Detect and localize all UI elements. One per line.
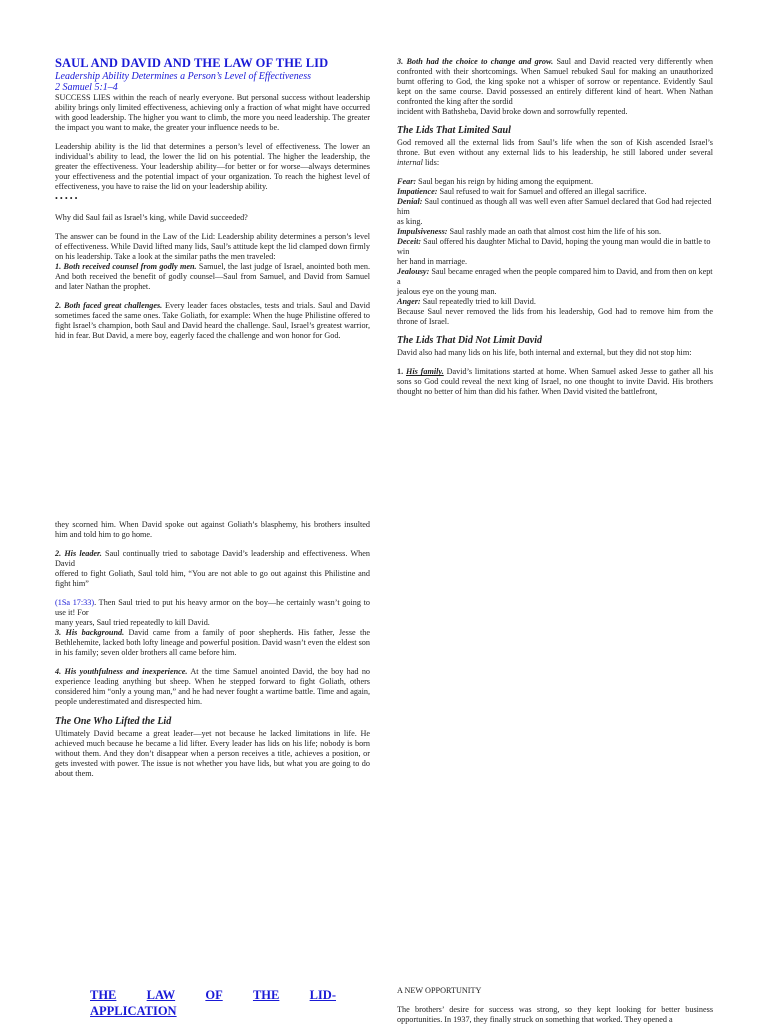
application-title-line-2: APPLICATION (90, 1004, 177, 1019)
saul-close: Because Saul never removed the lids from his leadership, God had to remove him from the throne of Israel. (397, 307, 713, 327)
family-continued: they scorned him. When David spoke out against Goliath’s blasphemy, his brothers insulted him and told him to go home. (55, 520, 370, 539)
lid-item: Anger: Saul repeatedly tried to kill David. (397, 297, 536, 307)
question-paragraph: Why did Saul fail as Israel’s king, while David succeeded? (55, 213, 248, 223)
saul-lids-heading: The Lids That Limited Saul (397, 125, 511, 136)
point-2-text: Every leader faces obstacles, tests and trials. Saul and David sometimes faced the same ones. Take Goliath, for example: When the huge Philistine offered to fight Israel’s champion, both Saul and David heard the challenge. Saul, Israel’s greatest warrior, hid in fear. But David, a mere boy, eagerly faced the challenge and won honor for God. (55, 301, 370, 341)
youth-label: 4. His youthfulness and inexperience. (55, 667, 188, 676)
article-title: SAUL AND DAVID AND THE LAW OF THE LID (55, 56, 329, 70)
david-lids-heading: The Lids That Did Not Limit David (397, 335, 542, 347)
application-title (90, 987, 336, 1020)
section-divider: • • • • • (55, 194, 78, 204)
david-background: 3. His background. David came from a family of poor shepherds. His father, Jesse the Bethlehemite, lacked both lofty lineage and powerful position. David wasn’t even the eldest son in his family; seven older brothers all came before him. (55, 628, 370, 657)
david-intro: David also had many lids on his life, both internal and external, but they did not stop him: (397, 348, 692, 358)
saul-lids-list (397, 177, 713, 307)
lid-item: Impulsiveness: Saul rashly made an oath that almost cost him the life of his son. (397, 227, 662, 237)
lid-item: jealous eye on the young man. (397, 287, 497, 297)
point-1-label: 1. Both received counsel from godly men. (55, 262, 197, 272)
answer-paragraph: The answer can be found in the Law of the Lid: Leadership ability determines a person’s level of effectiveness. While David lifted many lids, Saul’s attitude kept the lid clamped down firmly on his leadership. Take a look at the similar paths the men traveled: (55, 232, 370, 262)
lid-item: Deceit: Saul offered his daughter Michal to David, hoping the young man would die in battle to win (397, 237, 711, 257)
lid-lifter-paragraph: Ultimately David became a great leader—yet not because he lacked limitations in life. He achieved much because he became a lid lifter. Every leader has lids on his life; nobody is born without them. And they don’t disappear when a person receives a title, achieves a position, or gets invested with power. The issue is not whether you have lids, but what you are going to do about them. (55, 729, 370, 779)
point-1-text: Samuel, the last judge of Israel, anointed both men. And both received the benefit of godly counsel—Saul from Samuel, and David from Samuel and later Nathan the prophet. (55, 262, 370, 292)
david-youth: 4. His youthfulness and inexperience. At the time Samuel anointed David, the boy had no experience leading anything but sheep. When he stepped forward to fight Goliath, others considered him “only a young man,” and he had never fought a wartime battle. Time and again, people underestimated and disrespected him. (55, 667, 371, 706)
leader-label: 2. His leader. (55, 549, 102, 558)
point-1 (55, 262, 370, 292)
point-2-label: 2. Both faced great challenges. (55, 301, 163, 311)
opportunity-paragraph: The brothers’ desire for success was strong, so they kept looking for better business opportunities. In 1937, they finally struck on something that worked. They opened a (397, 1005, 713, 1024)
right-column-top (397, 57, 713, 397)
background-label: 3. His background. (55, 628, 125, 637)
lid-paragraph: Leadership ability is the lid that determines a person’s level of effectiveness. The lower an individual’s ability to lead, the lower the lid on his potential. The higher the leadership, the greater the effectiveness. Your leadership ability—for better or for worse—always determines your effectiveness and the potential impact of your organization. To reach the highest level of effectiveness, you have to raise the lid on your leadership ability. (55, 142, 370, 192)
article-subtitle: Leadership Ability Determines a Person’s Level of Effectiveness (55, 70, 311, 82)
opportunity-heading: A NEW OPPORTUNITY (397, 986, 482, 995)
lid-item: as king. (397, 217, 423, 227)
lid-lifter-heading: The One Who Lifted the Lid (55, 716, 172, 727)
david-family: 1. His family. David’s limitations started at home. When Samuel asked Jesse to gather all his sons so God could reveal the next king of Israel, no one thought to invite David. His brothers thought no better of him than did his father. When David visited the battlefront, (397, 367, 714, 397)
point-3 (397, 57, 713, 107)
lid-item: Impatience: Saul refused to wait for Samuel and offered an illegal sacrifice. (397, 187, 647, 197)
right-column-bottom (397, 986, 713, 1025)
leader-continued: offered to fight Goliath, Saul told him, “You are not able to go out against this Philistine and fight him” (55, 569, 370, 588)
armor-paragraph: (1Sa 17:33). Then Saul tried to put his heavy armor on the boy—he certainly wasn’t going to use it! For (55, 598, 370, 617)
family-label: His family. (405, 367, 444, 377)
lid-item: her hand in marriage. (397, 257, 468, 267)
point-3-continued: incident with Bathsheba, David broke down and sorrowfully repented. (397, 107, 628, 116)
left-column-top (55, 57, 370, 341)
point-3-label: 3. Both had the choice to change and grow. (397, 57, 554, 66)
internal-emphasis: internal (397, 158, 423, 168)
left-column-bottom (55, 520, 370, 779)
armor-continued: many years, Saul tried repeatedly to kill David. (55, 618, 210, 627)
point-2 (55, 301, 370, 341)
application-title-line-1: THE LAW OF THE LID- (90, 988, 336, 1002)
lid-item: Fear: Saul began his reign by hiding among the equipment. (397, 177, 594, 187)
scripture-link[interactable]: (1Sa 17:33) (55, 598, 95, 607)
saul-intro: God removed all the external lids from Saul’s life when the son of Kish ascended Israel’s throne. But even without any external lids to his leadership, he still labored under several internal lids: (397, 138, 713, 168)
scripture-reference: 2 Samuel 5:1–4 (55, 82, 118, 94)
lid-item: Jealousy: Saul became enraged when the people compared him to David, and from then on kept a (397, 267, 713, 287)
lid-item: Denial: Saul continued as though all was well even after Samuel declared that God had rejected him (397, 197, 712, 217)
point-3-text: Saul and David reacted very differently when confronted with their shortcomings. When Samuel rebuked Saul for making an unauthorized burnt offering to God, the king spoke not a whisper of sorrow or repentance. Evidently Saul kept on the same course. David possessed an entirely different kind of heart. When Nathan confronted the king after the sordid (397, 57, 713, 106)
david-leader: 2. His leader. Saul continually tried to sabotage David’s leadership and effectiveness. When David (55, 549, 370, 568)
intro-paragraph: SUCCESS LIES within the reach of nearly everyone. But personal success without leadership ability brings only limited effectiveness, achieving only a fraction of what might have occurred with good leadership. The higher you want to climb, the more you need leadership. The greater the impact you want to make, the greater your influence needs to be. (55, 93, 370, 133)
